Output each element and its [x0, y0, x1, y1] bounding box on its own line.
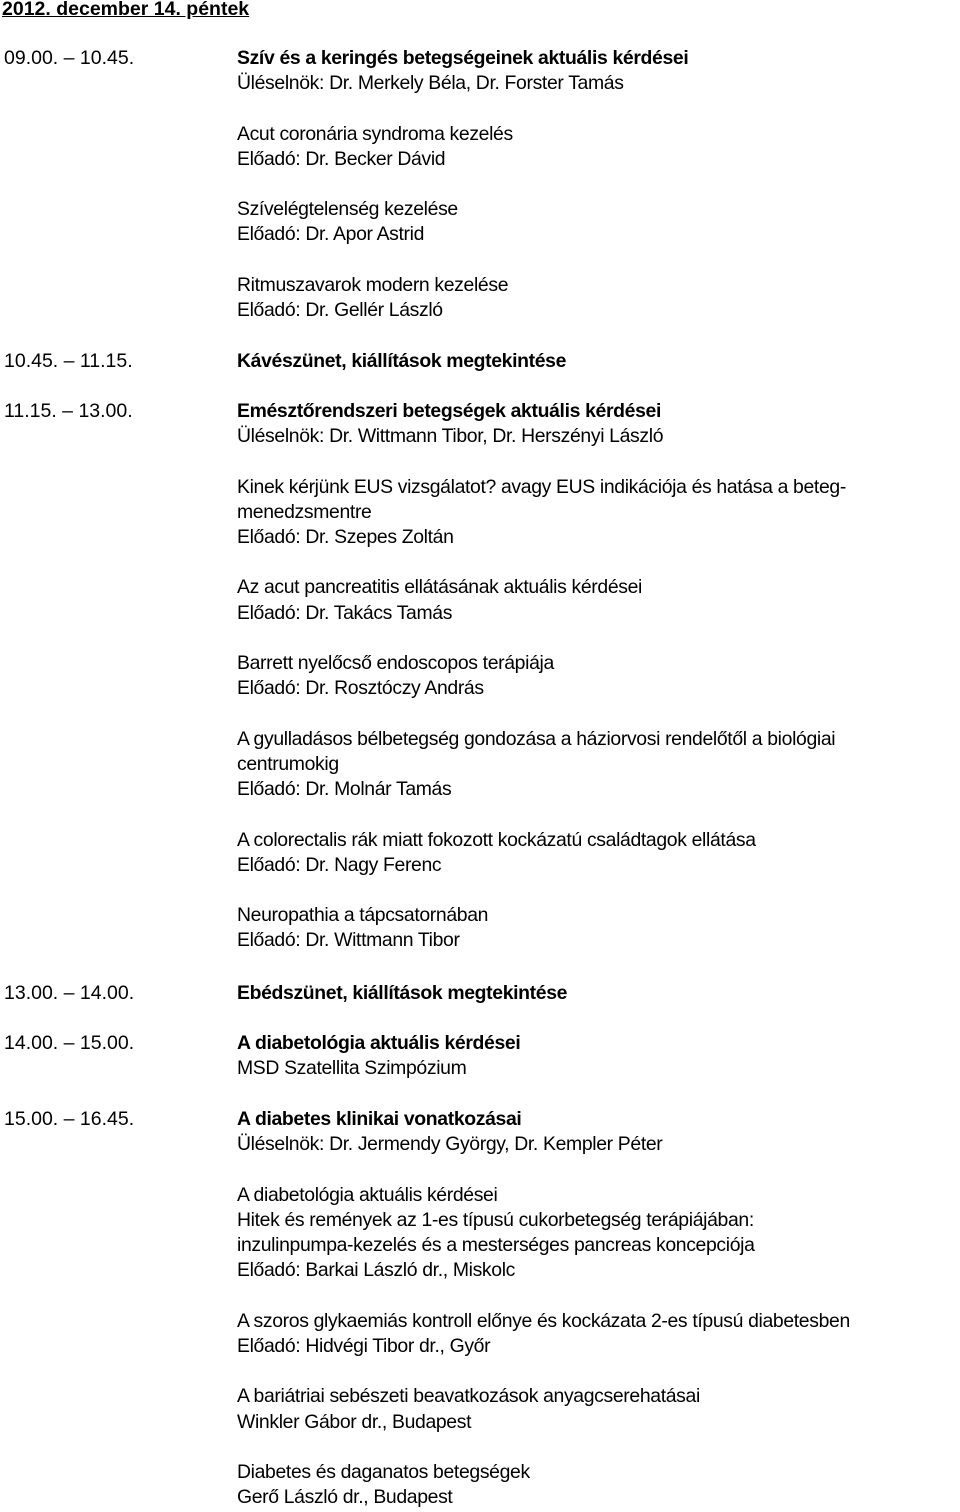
- session-subtitle: MSD Szatellita Szimpózium: [237, 1057, 467, 1080]
- talk-title: menedzsmentre: [237, 500, 372, 523]
- talk-speaker: Előadó: Dr. Molnár Tamás: [237, 778, 452, 801]
- talk-item: [237, 1384, 960, 1435]
- talk-speaker: Előadó: Hidvégi Tibor dr., Győr: [237, 1335, 491, 1358]
- talk-item: [237, 575, 960, 626]
- session-title: A diabetes klinikai vonatkozásai: [237, 1108, 522, 1130]
- date-heading: 2012. december 14. péntek: [2, 0, 250, 20]
- session-title: Ebédszünet, kiállítások megtekintése: [237, 982, 568, 1004]
- talk-item: [237, 122, 960, 173]
- talk-item: [237, 727, 960, 803]
- talk-speaker: Előadó: Barkai László dr., Miskolc: [237, 1259, 516, 1282]
- talk-item: [237, 273, 960, 324]
- session-title: Emésztőrendszeri betegségek aktuális kérdései: [237, 400, 661, 422]
- talk-speaker: Előadó: Dr. Takács Tamás: [237, 601, 453, 624]
- session-time: 10.45. – 11.15.: [4, 350, 133, 372]
- talk-speaker: Előadó: Dr. Nagy Ferenc: [237, 853, 442, 876]
- talk-item: [237, 828, 960, 879]
- talk-item: [237, 475, 960, 551]
- session-chairs: Üléselnök: Dr. Jermendy György, Dr. Kempler Péter: [237, 1133, 663, 1156]
- talk-item: [237, 197, 960, 248]
- talk-speaker: Előadó: Dr. Szepes Zoltán: [237, 526, 454, 549]
- session-title: Kávészünet, kiállítások megtekintése: [237, 350, 567, 372]
- talk-title: A szoros glykaemiás kontroll előnye és kockázata 2-es típusú diabetesben: [237, 1309, 850, 1332]
- session-time: 14.00. – 15.00.: [4, 1032, 135, 1054]
- talk-speaker: Előadó: Dr. Apor Astrid: [237, 223, 425, 246]
- session-chairs: Üléselnök: Dr. Wittmann Tibor, Dr. Herszényi László: [237, 425, 664, 448]
- talk-title: A gyulladásos bélbetegség gondozása a háziorvosi rendelőtől a biológiai: [237, 727, 836, 750]
- session-time: 09.00. – 10.45.: [4, 47, 135, 69]
- talk-item: [237, 651, 960, 702]
- talk-title: inzulinpumpa-kezelés és a mesterséges pancreas koncepciója: [237, 1234, 755, 1257]
- talk-item: [237, 1460, 960, 1511]
- talk-title: Acut coronária syndroma kezelés: [237, 122, 513, 145]
- talk-speaker: Előadó: Dr. Rosztóczy András: [237, 677, 484, 700]
- talk-speaker: Előadó: Dr. Becker Dávid: [237, 147, 446, 170]
- talk-item: [237, 1183, 960, 1284]
- talk-title: A colorectalis rák miatt fokozott kockázatú családtagok ellátása: [237, 828, 756, 851]
- session-time: 11.15. – 13.00.: [4, 400, 133, 422]
- talk-title: Ritmuszavarok modern kezelése: [237, 273, 509, 296]
- talk-speaker: Gerő László dr., Budapest: [237, 1486, 453, 1509]
- talk-title: A bariátriai sebészeti beavatkozások anyagcserehatásai: [237, 1385, 700, 1408]
- talk-title: Az acut pancreatitis ellátásának aktuális kérdései: [237, 576, 643, 599]
- talk-title: Hitek és remények az 1-es típusú cukorbetegség terápiájában:: [237, 1208, 754, 1231]
- session-title: Szív és a keringés betegségeinek aktuális kérdései: [237, 47, 689, 69]
- talk-title: Neuropathia a tápcsatornában: [237, 904, 489, 927]
- session-title: A diabetológia aktuális kérdései: [237, 1032, 521, 1054]
- talk-title: A diabetológia aktuális kérdései: [237, 1183, 498, 1206]
- session-time: 13.00. – 14.00.: [4, 982, 135, 1004]
- talk-title: Diabetes és daganatos betegségek: [237, 1460, 530, 1483]
- talk-item: [237, 903, 960, 954]
- session-time: 15.00. – 16.45.: [4, 1108, 135, 1130]
- session-chairs: Üléselnök: Dr. Merkely Béla, Dr. Forster Tamás: [237, 72, 624, 95]
- talk-speaker: Előadó: Dr. Wittmann Tibor: [237, 929, 460, 952]
- talk-title: Barrett nyelőcső endoscopos terápiája: [237, 652, 554, 675]
- talk-speaker: Előadó: Dr. Gellér László: [237, 299, 443, 322]
- talk-title: Kinek kérjünk EUS vizsgálatot? avagy EUS indikációja és hatása a beteg-: [237, 475, 846, 498]
- talk-title: centrumokig: [237, 752, 339, 775]
- talk-item: [237, 1309, 960, 1360]
- talk-title: Szívelégtelenség kezelése: [237, 198, 458, 221]
- talk-speaker: Winkler Gábor dr., Budapest: [237, 1410, 472, 1433]
